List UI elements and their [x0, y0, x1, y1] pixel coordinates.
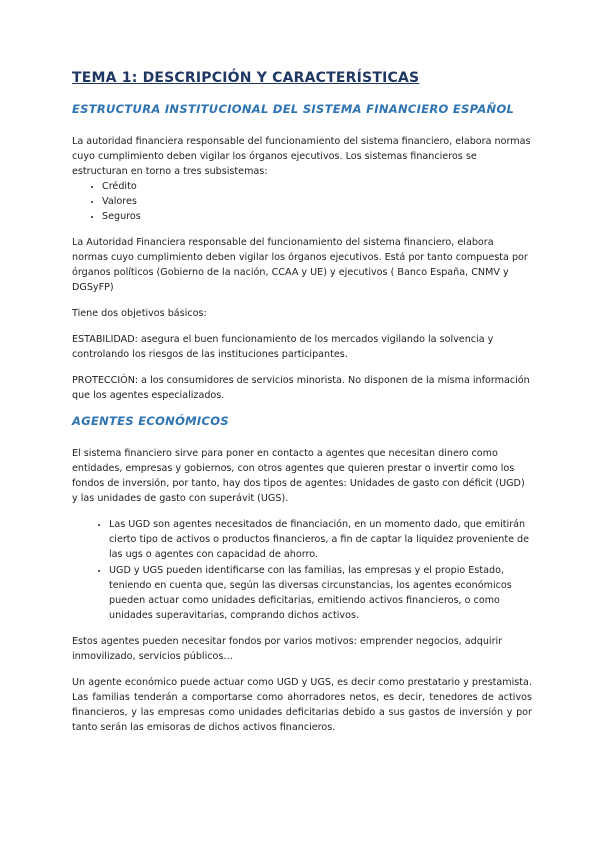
document-page	[72, 70, 532, 746]
list-item: • Las UGD son agentes necesitados de financiación, en un momento dado, que emitirán cierto tipo de activos o productos financieros, a fin de captar la liquidez proveniente de las ugs o agentes con capacidad de ahorro.	[109, 517, 532, 562]
paragraph: Estos agentes pueden necesitar fondos por varios motivos: emprender negocios, adquirir inmovilizado, servicios públicos…	[72, 636, 503, 662]
list-item: • Crédito	[102, 179, 532, 194]
list-item: • Seguros	[102, 209, 532, 224]
agents-list	[72, 517, 532, 623]
page-title: TEMA 1: DESCRIPCIÓN Y CARACTERÍSTICAS	[72, 70, 420, 86]
paragraph: La Autoridad Financiera responsable del funcionamiento del sistema financiero, elabora normas cuyo cumplimiento deben vigilar los órganos ejecutivos. Está por tanto compuesta por órganos políticos (Gobierno de la nación, CCAA y UE) y ejecutivos ( Banco España, CNMV y DGSyFP)	[72, 237, 528, 293]
list-item: • Valores	[102, 194, 532, 209]
list-item: • UGD y UGS pueden identificarse con las familias, las empresas y el propio Estado, teniendo en cuenta que, según las diversas circunstancias, los agentes económicos pueden actuar como unidades deficitarias, emitiendo activos financieros, o como unidades superavitarias, comprando dichos activos.	[109, 563, 532, 623]
paragraph: El sistema financiero sirve para poner en contacto a agentes que necesitan dinero como entidades, empresas y gobiernos, con otros agentes que quieren prestar o invertir como los fondos de inversión, por tanto, hay dos tipos de agentes: Unidades de gasto con déficit (UGD) y las unidades de gasto con superávit (UGS).	[72, 448, 525, 504]
subsystems-list	[72, 179, 532, 224]
paragraph: La autoridad financiera responsable del funcionamiento del sistema financiero, elabora normas cuyo cumplimiento deben vigilar los órganos ejecutivos. Los sistemas financieros se estructuran en torno a tres subsistemas:	[72, 136, 531, 177]
section-heading-agentes: AGENTES ECONÓMICOS	[72, 414, 229, 428]
section-heading-estructura: ESTRUCTURA INSTITUCIONAL DEL SISTEMA FINANCIERO ESPAÑOL	[72, 102, 515, 116]
paragraph: Tiene dos objetivos básicos:	[72, 308, 207, 319]
paragraph: PROTECCIÓN: a los consumidores de servicios minorista. No disponen de la misma información que los agentes especializados.	[72, 375, 530, 401]
paragraph: ESTABILIDAD: asegura el buen funcionamiento de los mercados vigilando la solvencia y controlando los riesgos de las instituciones participantes.	[72, 334, 494, 360]
paragraph: Un agente económico puede actuar como UGD y UGS, es decir como prestatario y prestamista. Las familias tenderán a comportarse como ahorradores netos, es decir, tenedores de activos financieros, y las empresas como unidades deficitarias debido a sus gastos de inversión y por tanto serán las emisoras de dichos activos financieros.	[72, 677, 532, 733]
